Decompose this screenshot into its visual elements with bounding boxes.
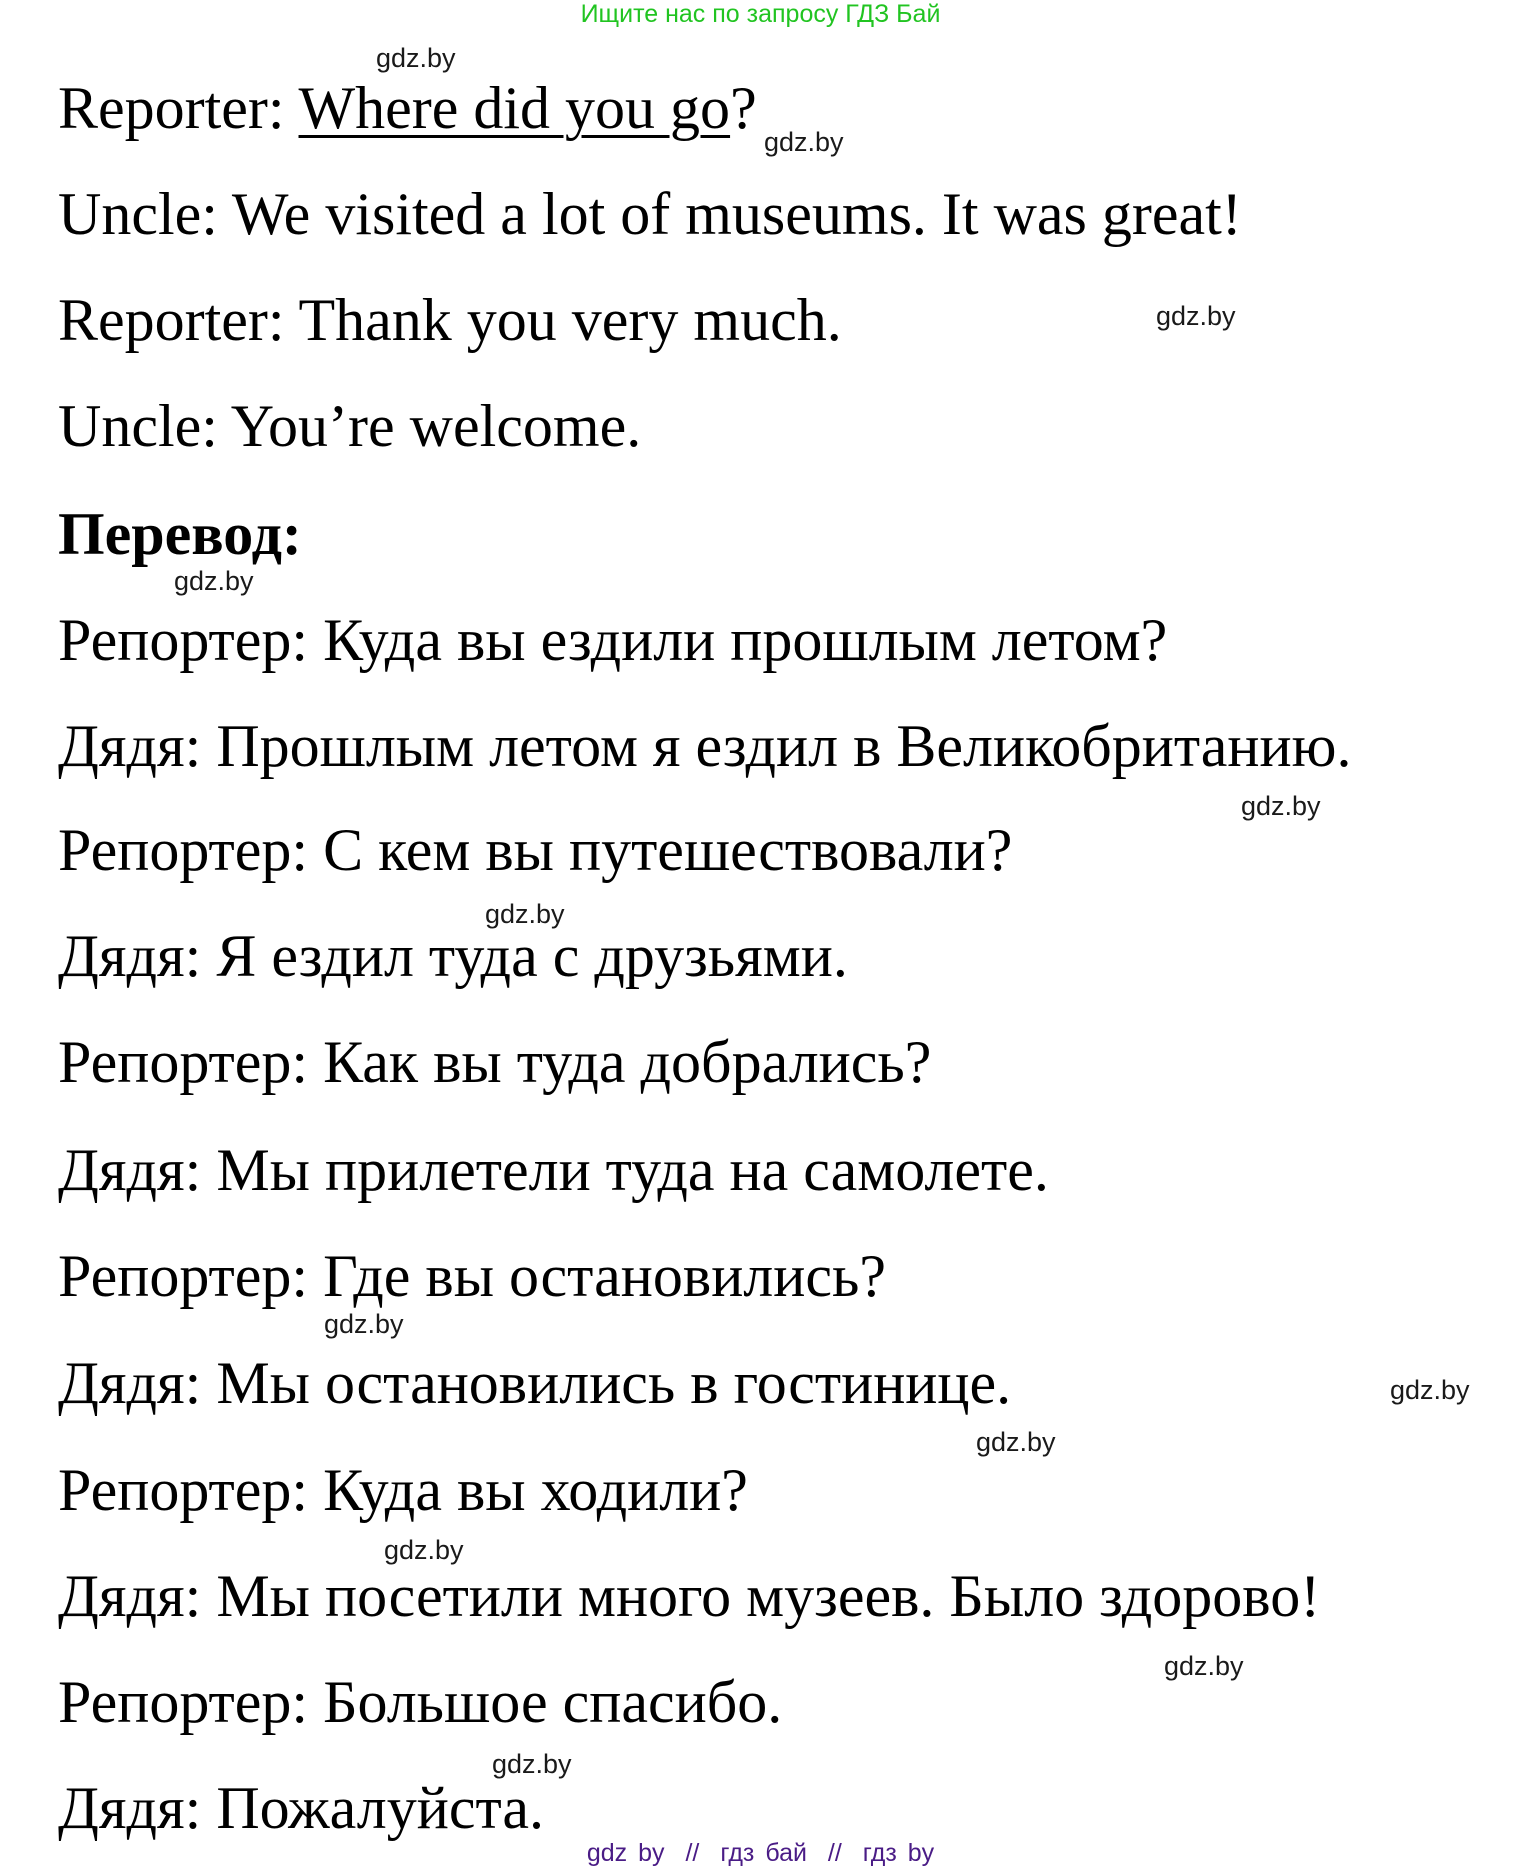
dialogue-text: Thank you very much.: [298, 287, 842, 353]
footer-separator: //: [685, 1839, 700, 1867]
translation-line: [58, 1669, 783, 1735]
translation-text: С кем вы путешествовали?: [323, 817, 1013, 883]
translation-text: Куда вы ходили?: [323, 1457, 748, 1523]
speaker-label: Дядя:: [58, 1775, 202, 1841]
translation-line: [58, 1350, 1012, 1416]
footer-link-gdz-by-mixed[interactable]: гдз by: [862, 1839, 935, 1867]
translation-text: Мы остановились в гостинице.: [216, 1350, 1012, 1416]
dialogue-line-reporter-2: [58, 287, 842, 353]
translation-line: [58, 1243, 886, 1309]
speaker-label: Репортер:: [58, 1669, 309, 1735]
footer-link-gdz-bai[interactable]: гдз бай: [720, 1839, 807, 1867]
filled-answer: Where did you go: [298, 75, 731, 141]
translation-line: [58, 1563, 1321, 1629]
speaker-label: Дядя:: [58, 923, 202, 989]
translation-line: [58, 817, 1013, 883]
speaker-label: Дядя:: [58, 1350, 202, 1416]
footer-link-gdz-by[interactable]: gdz by: [586, 1839, 665, 1867]
watermark: gdz.by: [485, 899, 565, 929]
translation-line: [58, 923, 848, 989]
dialogue-text: We visited a lot of museums. It was great!: [231, 181, 1242, 247]
translation-text: Мы прилетели туда на самолете.: [216, 1137, 1049, 1203]
speaker-label: Репортер:: [58, 1243, 309, 1309]
speaker-label: Дядя:: [58, 1137, 202, 1203]
translation-text: Куда вы ездили прошлым летом?: [323, 607, 1168, 673]
dialogue-line-reporter-1: [58, 75, 757, 141]
search-hint-link[interactable]: Ищите нас по запросу ГДЗ Бай: [580, 0, 941, 28]
translation-line: [58, 607, 1168, 673]
watermark: gdz.by: [492, 1749, 572, 1779]
translation-text: Я ездил туда с друзьями.: [216, 923, 848, 989]
footer-separator: //: [827, 1839, 842, 1867]
translation-text: Пожалуйста.: [216, 1775, 545, 1841]
watermark: gdz.by: [1164, 1651, 1244, 1681]
translation-line: [58, 1775, 545, 1841]
speaker-label: Репортер:: [58, 1029, 309, 1095]
watermark: gdz.by: [384, 1535, 464, 1565]
translation-line: [58, 1029, 932, 1095]
speaker-label: Репортер:: [58, 1457, 309, 1523]
watermark: gdz.by: [376, 43, 456, 73]
question-mark: ?: [730, 75, 757, 141]
translation-line: [58, 1137, 1049, 1203]
dialogue-text: You’re welcome.: [230, 393, 642, 459]
translation-text: Где вы остановились?: [323, 1243, 886, 1309]
watermark: gdz.by: [1241, 791, 1321, 821]
speaker-label: Дядя:: [58, 1563, 202, 1629]
watermark: gdz.by: [976, 1427, 1056, 1457]
translation-line: [58, 713, 1352, 779]
speaker-label: Дядя:: [58, 713, 202, 779]
watermark: gdz.by: [1390, 1375, 1470, 1405]
translation-text: Большое спасибо.: [323, 1669, 783, 1735]
translation-heading: Перевод:: [58, 501, 302, 567]
footer-links: [0, 1838, 1521, 1868]
speaker-label: Reporter:: [58, 75, 285, 141]
speaker-label: Uncle:: [58, 393, 218, 459]
speaker-label: Репортер:: [58, 607, 309, 673]
watermark: gdz.by: [1156, 301, 1236, 331]
speaker-label: Reporter:: [58, 287, 285, 353]
dialogue-line-uncle-1: [58, 181, 1242, 247]
speaker-label: Uncle:: [58, 181, 218, 247]
watermark: gdz.by: [764, 127, 844, 157]
dialogue-line-uncle-2: [58, 393, 642, 459]
watermark: gdz.by: [174, 566, 254, 596]
translation-text: Прошлым летом я ездил в Великобританию.: [216, 713, 1352, 779]
speaker-label: Репортер:: [58, 817, 309, 883]
translation-text: Мы посетили много музеев. Было здорово!: [216, 1563, 1321, 1629]
translation-text: Как вы туда добрались?: [323, 1029, 932, 1095]
translation-line: [58, 1457, 748, 1523]
watermark: gdz.by: [324, 1309, 404, 1339]
